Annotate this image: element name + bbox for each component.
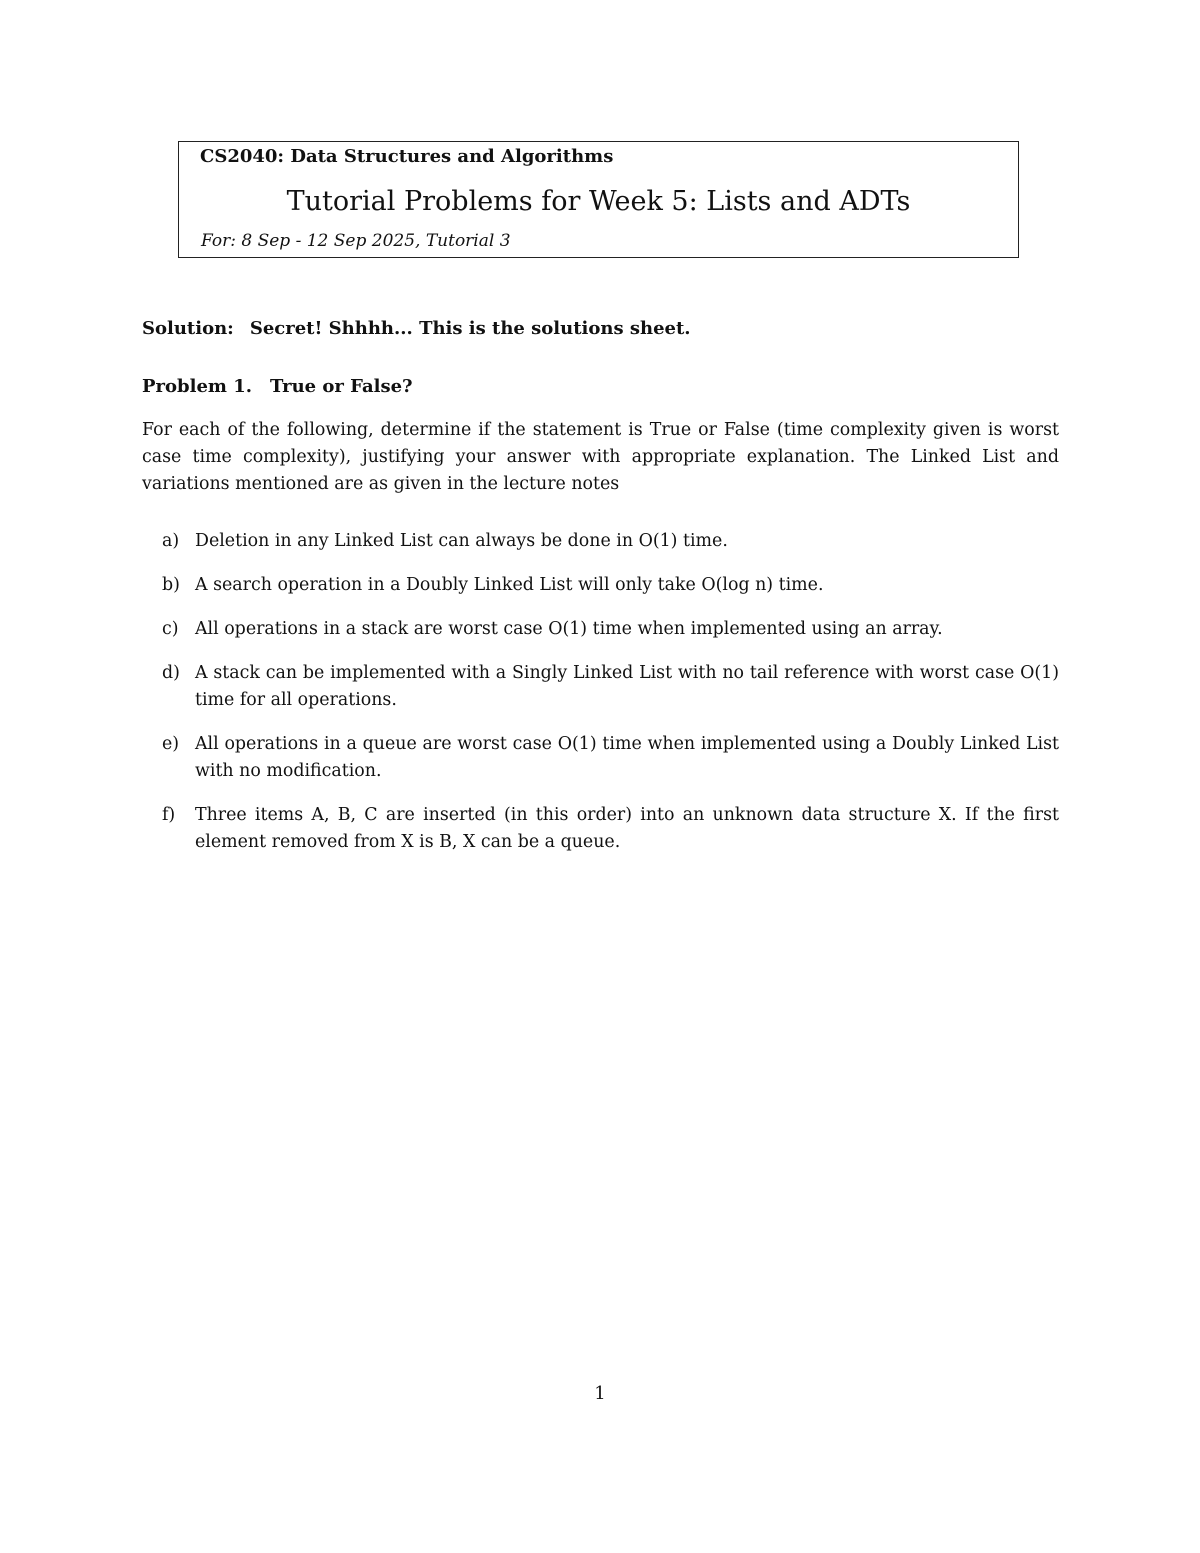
tutorial-meta: For: 8 Sep - 12 Sep 2025, Tutorial 3 xyxy=(201,231,511,251)
item-text: All operations in a queue are worst case O(1) time when implemented using a Doubly Linked List with no modification. xyxy=(195,734,1059,781)
list-item xyxy=(142,731,1059,785)
page-number: 1 xyxy=(594,1383,606,1404)
item-label: e) xyxy=(162,734,180,754)
list-item xyxy=(142,572,1059,599)
item-label: d) xyxy=(162,663,180,683)
item-label: c) xyxy=(162,619,179,639)
item-label: b) xyxy=(162,575,180,595)
list-item xyxy=(142,660,1059,714)
problem-number: Problem 1. xyxy=(142,376,253,397)
item-text: Deletion in any Linked List can always be done in O(1) time. xyxy=(195,531,728,551)
solution-label: Solution: xyxy=(142,318,234,339)
list-item xyxy=(142,802,1059,856)
item-text: Three items A, B, C are inserted (in this order) into an unknown data structure X. If the first element removed from X is B, X can be a queue. xyxy=(195,805,1059,852)
problem-intro: For each of the following, determine if the statement is True or False (time complexity given is worst case time complexity), justifying your answer with appropriate explanation. The Linked List and variations mentioned are as given in the lecture notes xyxy=(142,420,1059,494)
course-title: CS2040: Data Structures and Algorithms xyxy=(200,146,614,167)
solution-text: Secret! Shhhh... This is the solutions sheet. xyxy=(249,318,691,339)
solution-line xyxy=(142,318,691,339)
list-item xyxy=(142,528,1059,555)
item-text: All operations in a stack are worst case O(1) time when implemented using an array. xyxy=(195,619,943,639)
problem-heading xyxy=(142,376,413,397)
item-label: f) xyxy=(162,805,176,825)
item-text: A search operation in a Doubly Linked List will only take O(log n) time. xyxy=(195,575,824,595)
item-text: A stack can be implemented with a Singly Linked List with no tail reference with worst case O(1) time for all operations. xyxy=(195,663,1059,710)
list-item xyxy=(142,616,1059,643)
item-label: a) xyxy=(162,531,180,551)
problem-title: True or False? xyxy=(270,376,413,397)
problem-list xyxy=(142,528,1059,873)
header-box xyxy=(178,141,1019,258)
tutorial-title: Tutorial Problems for Week 5: Lists and ADTs xyxy=(286,186,911,217)
